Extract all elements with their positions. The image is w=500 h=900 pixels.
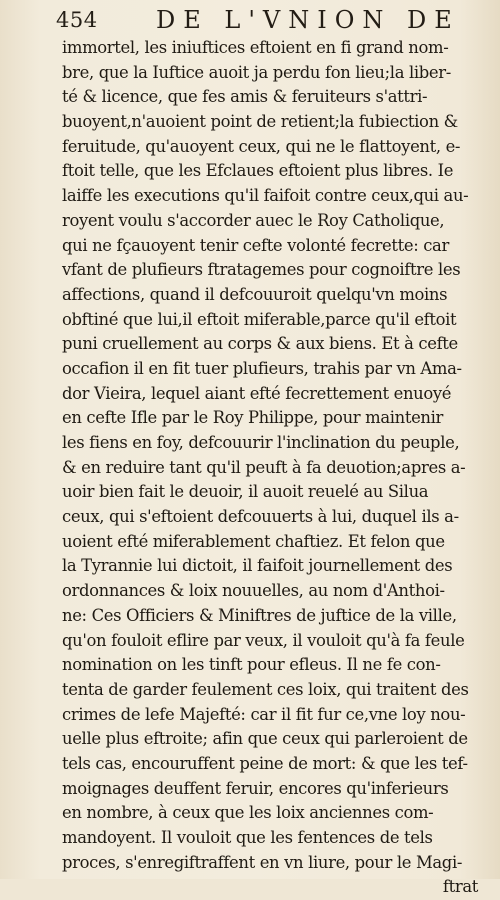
text-line: la Tyrannie lui dictoit, il faifoit journellement des: [62, 556, 453, 576]
text-line: en nombre, à ceux que les loix anciennes com-: [62, 803, 434, 823]
text-line: tels cas, encouruffent peine de mort: & que les tef-: [62, 753, 468, 773]
page-number: 454: [56, 8, 98, 32]
text-line: laiffe les executions qu'il faifoit contre ceux,qui au-: [62, 186, 469, 206]
text-line: nomination on les tinft pour efleus. Il ne fe con-: [62, 655, 441, 675]
text-line: feruitude, qu'auoyent ceux, qui ne le flattoyent, e-: [62, 136, 461, 156]
text-line: vfant de plufieurs ftratagemes pour cognoiftre les: [62, 260, 461, 280]
text-line: mandoyent. Il vouloit que les fentences de tels: [62, 828, 433, 847]
running-title: DE L'VNION DE: [156, 6, 460, 34]
text-line: obftiné que lui,il eftoit miferable,parce qu'il eftoit: [62, 309, 457, 329]
text-line: bre, que la Iuftice auoit ja perdu fon lieu;la liber-: [62, 62, 451, 82]
text-line: proces, s'enregiftraffent en vn liure, pour le Magi-: [62, 852, 463, 872]
text-line: & en reduire tant qu'il peuft à fa deuotion;apres a-: [62, 457, 466, 477]
text-line: royent voulu s'accorder auec le Roy Catholique,: [62, 210, 445, 230]
text-line: ftoit telle, que les Efclaues eftoient plus libres. Ie: [62, 161, 454, 181]
text-line: occafion il en fit tuer plufieurs, trahis par vn Ama-: [62, 358, 462, 378]
text-line: immortel, les iniuftices eftoient en fi grand nom-: [62, 38, 449, 57]
text-line: crimes de lefe Majefté: car il fit fur ce,vne loy nou-: [62, 704, 466, 724]
text-line: puni cruellement au corps & aux biens. Et à cefte: [62, 334, 458, 354]
text-line: buoyent,n'auoient point de retient;la fubiection &: [62, 112, 458, 132]
text-line: uelle plus eftroite; afin que ceux qui parleroient de: [62, 729, 468, 749]
text-line: uoient efté miferablement chaftiez. Et felon que: [62, 531, 445, 551]
text-line: ceux, qui s'eftoient defcouuerts à lui, duquel ils a-: [62, 507, 459, 527]
text-line: ordonnances & loix nouuelles, au nom d'Anthoi-: [62, 581, 445, 601]
text-line: affections, quand il defcouuroit quelqu'vn moins: [62, 284, 448, 304]
text-line: tenta de garder feulement ces loix, qui traitent des: [62, 679, 469, 699]
text-line: qui ne fçauoyent tenir cefte volonté fecrette: car: [62, 235, 449, 255]
text-line: qu'on fouloit eflire par veux, il vouloit qu'à fa feule: [62, 630, 465, 650]
page-header: [56, 6, 486, 36]
text-line: en cefte Ifle par le Roy Philippe, pour maintenir: [62, 408, 444, 428]
catchword: ftrat: [442, 877, 478, 897]
text-line: les fiens en foy, defcouurir l'inclination du peuple,: [62, 433, 460, 452]
text-line: dor Vieira, lequel aiant efté fecrettement enuoyé: [62, 383, 452, 403]
text-line: uoir bien fait le deuoir, il auoit reuelé au Silua: [62, 482, 429, 502]
body-text: [62, 36, 500, 900]
text-line: ne: Ces Officiers & Miniftres de juftice de la ville,: [62, 605, 457, 625]
text-line: té & licence, que fes amis & feruiteurs s'attri-: [62, 87, 428, 107]
text-line: moignages deuffent feruir, encores qu'inferieurs: [62, 778, 449, 798]
